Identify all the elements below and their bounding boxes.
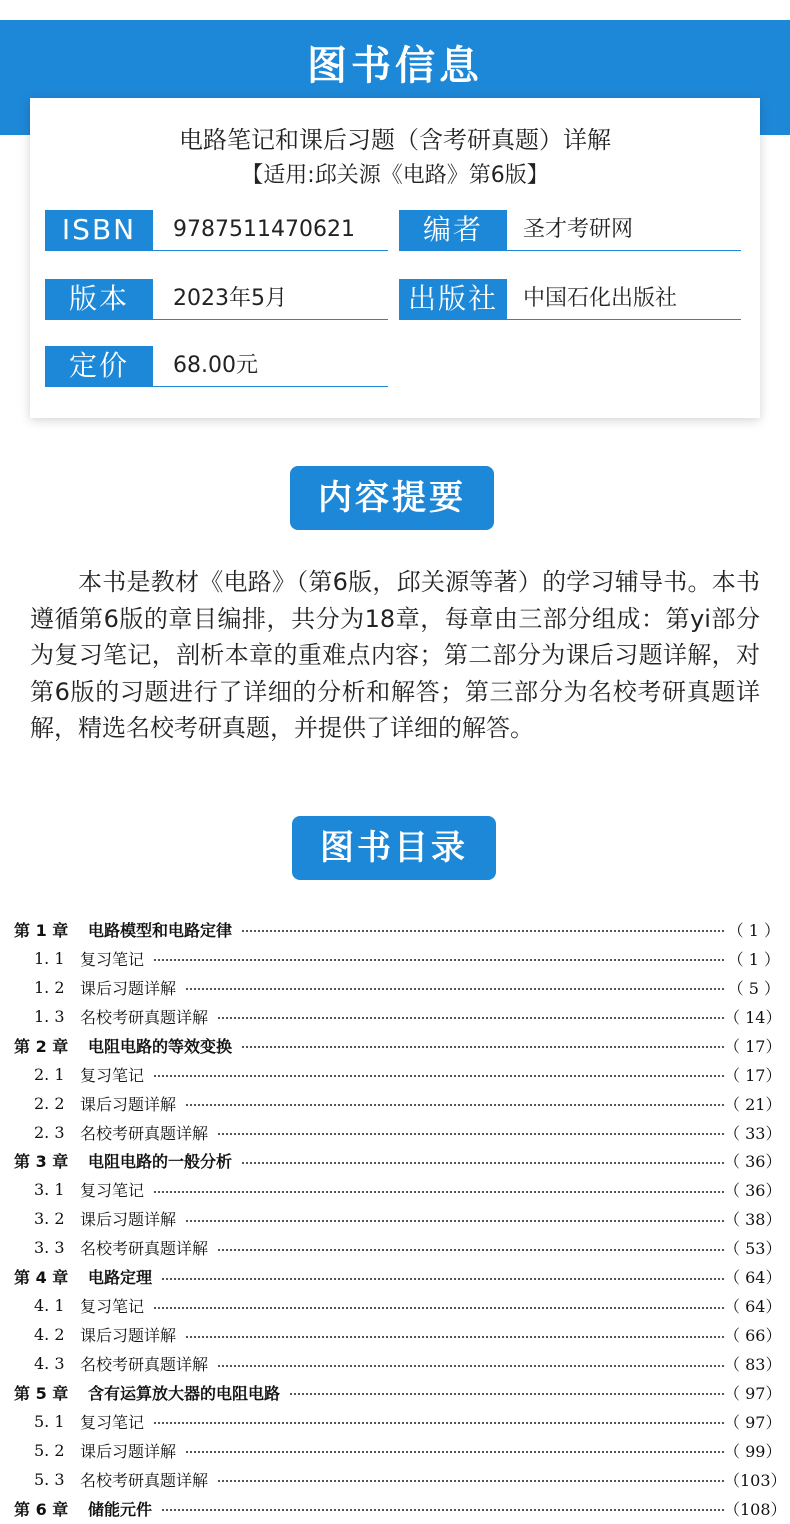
toc-entry-page: （ 97） — [724, 1383, 782, 1403]
toc-section-row — [14, 1320, 780, 1349]
toc-entry-number: 4. 2 — [34, 1325, 65, 1345]
toc-entry-page: （ 36） — [724, 1181, 782, 1201]
edition-field — [45, 279, 388, 320]
toc-entry-title: 课后习题详解 — [80, 1094, 177, 1114]
toc-leader-dots — [186, 1220, 724, 1222]
toc-entry-title: 名校考研真题详解 — [80, 1007, 209, 1027]
isbn-value: 9787511470621 — [173, 217, 355, 242]
price-label: 定价 — [45, 346, 153, 386]
toc-leader-dots — [154, 959, 724, 961]
toc-entry-page: （ 53） — [724, 1239, 782, 1259]
toc-section-row — [14, 1204, 780, 1233]
toc-section-row — [14, 1002, 780, 1031]
toc-entry-number: 2. 2 — [34, 1093, 65, 1113]
toc-entry-number: 5. 1 — [34, 1411, 65, 1431]
toc-entry-number: 1. 3 — [34, 1006, 65, 1026]
toc-entry-number: 第 2 章 — [14, 1036, 69, 1056]
toc-entry-number: 5. 3 — [34, 1469, 65, 1489]
toc-entry-page: （ 21） — [724, 1094, 782, 1114]
toc-entry-title: 课后习题详解 — [80, 978, 177, 998]
publisher-value: 中国石化出版社 — [523, 286, 678, 311]
toc-leader-dots — [218, 1480, 724, 1482]
toc-entry-page: （ 33） — [724, 1123, 782, 1143]
toc-leader-dots — [186, 1336, 724, 1338]
book-info-card — [30, 98, 760, 418]
toc-section-row — [14, 973, 780, 1002]
page-title: 图书信息 — [307, 43, 483, 89]
editor-value: 圣才考研网 — [523, 217, 634, 242]
toc-leader-dots — [154, 1307, 724, 1309]
toc-entry-number: 4. 1 — [34, 1296, 65, 1316]
toc-leader-dots — [154, 1422, 724, 1424]
toc-entry-page: （ 83） — [724, 1355, 782, 1375]
toc-heading: 图书目录 — [292, 816, 496, 880]
toc-entry-title: 名校考研真题详解 — [80, 1470, 209, 1490]
edition-label: 版本 — [45, 279, 153, 319]
toc-entry-title: 复习笔记 — [80, 1412, 145, 1432]
toc-section-row — [14, 944, 780, 973]
toc-entry-number: 5. 2 — [34, 1440, 65, 1460]
toc-entry-title: 复习笔记 — [80, 1065, 145, 1085]
toc-section-row — [14, 1291, 780, 1320]
toc-leader-dots — [218, 1017, 724, 1019]
toc-entry-page: （ 64） — [724, 1268, 782, 1288]
toc-leader-dots — [218, 1365, 724, 1367]
toc-leader-dots — [186, 1451, 724, 1453]
toc-entry-title: 储能元件 — [88, 1499, 153, 1519]
publisher-label: 出版社 — [399, 279, 507, 319]
toc-chapter-row — [14, 915, 780, 944]
toc-leader-dots — [218, 1249, 724, 1251]
toc-leader-dots — [290, 1393, 724, 1395]
isbn-field — [45, 210, 388, 251]
toc-chapter-row — [14, 1378, 780, 1407]
price-field — [45, 346, 388, 387]
toc-entry-number: 3. 3 — [34, 1238, 65, 1258]
toc-leader-dots — [154, 1075, 724, 1077]
toc-leader-dots — [186, 988, 724, 990]
toc-entry-number: 第 5 章 — [14, 1383, 69, 1403]
toc-entry-title: 课后习题详解 — [80, 1326, 177, 1346]
toc-entry-page: （ 36） — [724, 1152, 782, 1172]
toc-section-row — [14, 1060, 780, 1089]
toc-entry-page: （ 1 ） — [727, 949, 780, 969]
toc-entry-number: 第 6 章 — [14, 1499, 69, 1519]
book-subtitle: 【适用:邱关源《电路》第6版】 — [241, 163, 549, 188]
toc-section-row — [14, 1349, 780, 1378]
toc-section-row — [14, 1407, 780, 1436]
toc-entry-number: 2. 1 — [34, 1064, 65, 1084]
toc-entry-number: 第 3 章 — [14, 1152, 69, 1172]
toc-leader-dots — [242, 930, 724, 932]
toc-entry-page: （ 1 ） — [727, 920, 780, 940]
toc-entry-page: （103） — [724, 1470, 787, 1490]
publisher-field — [399, 279, 741, 320]
toc-entry-page: （ 66） — [724, 1326, 782, 1346]
toc-entry-title: 名校考研真题详解 — [80, 1123, 209, 1143]
toc-entry-page: （108） — [724, 1499, 787, 1519]
toc-entry-number: 1. 2 — [34, 977, 65, 997]
price-value: 68.00元 — [173, 353, 258, 378]
toc-entry-number: 3. 2 — [34, 1209, 65, 1229]
toc-entry-page: （ 97） — [724, 1412, 782, 1432]
toc-entry-number: 第 4 章 — [14, 1268, 69, 1288]
toc-entry-title: 复习笔记 — [80, 949, 145, 969]
toc-entry-page: （ 99） — [724, 1441, 782, 1461]
toc-leader-dots — [154, 1191, 724, 1193]
toc-entry-title: 课后习题详解 — [80, 1441, 177, 1461]
toc-section-row — [14, 1089, 780, 1118]
toc-entry-title: 电阻电路的等效变换 — [88, 1036, 233, 1056]
toc-entry-title: 复习笔记 — [80, 1297, 145, 1317]
toc-section-row — [14, 1175, 780, 1204]
toc-chapter-row — [14, 1494, 787, 1523]
toc-chapter-row — [14, 1262, 780, 1291]
summary-heading: 内容提要 — [290, 466, 494, 530]
book-title: 电路笔记和课后习题（含考研真题）详解 — [179, 126, 611, 154]
toc-entry-title: 含有运算放大器的电阻电路 — [88, 1383, 281, 1403]
toc-leader-dots — [242, 1046, 724, 1048]
toc-chapter-row — [14, 1147, 780, 1176]
summary-text: 本书是教材《电路》（第6版，邱关源等著）的学习辅导书。本书遵循第6版的章目编排，共分为18章，每章由三部分组成：第yi部分为复习笔记，剖析本章的重难点内容；第二部分为课后习题详解，对第6版的习题进行了详细的分析和解答；第三部分为名校考研真题详解，精选名校考研真题，并提供了详细的解答。 — [30, 568, 760, 742]
toc-entry-title: 复习笔记 — [80, 1181, 145, 1201]
toc-leader-dots — [162, 1278, 724, 1280]
toc-leader-dots — [186, 1104, 724, 1106]
toc-leader-dots — [218, 1133, 724, 1135]
toc-entry-title: 电路模型和电路定律 — [88, 920, 233, 940]
toc-section-row — [14, 1118, 780, 1147]
editor-label: 编者 — [399, 210, 507, 250]
toc-entry-number: 第 1 章 — [14, 920, 69, 940]
toc-entry-page: （ 17） — [724, 1036, 782, 1056]
toc-entry-number: 4. 3 — [34, 1354, 65, 1374]
toc-entry-page: （ 17） — [724, 1065, 782, 1085]
edition-value: 2023年5月 — [173, 286, 287, 311]
toc-entry-page: （ 14） — [724, 1007, 782, 1027]
toc-entry-number: 3. 1 — [34, 1180, 65, 1200]
toc-leader-dots — [242, 1162, 724, 1164]
toc-entry-title: 名校考研真题详解 — [80, 1355, 209, 1375]
toc-list — [14, 915, 787, 1523]
toc-chapter-row — [14, 1031, 780, 1060]
editor-field — [399, 210, 741, 251]
toc-entry-page: （ 38） — [724, 1210, 782, 1230]
toc-section-row — [14, 1233, 780, 1262]
toc-leader-dots — [162, 1509, 724, 1511]
toc-entry-title: 名校考研真题详解 — [80, 1239, 209, 1259]
toc-entry-title: 课后习题详解 — [80, 1210, 177, 1230]
isbn-label: ISBN — [45, 210, 153, 250]
toc-section-row — [14, 1465, 787, 1494]
toc-section-row — [14, 1436, 780, 1465]
toc-entry-title: 电阻电路的一般分析 — [88, 1152, 233, 1172]
toc-entry-title: 电路定理 — [88, 1268, 153, 1288]
toc-entry-number: 2. 3 — [34, 1122, 65, 1142]
toc-entry-page: （ 64） — [724, 1297, 782, 1317]
toc-entry-page: （ 5 ） — [727, 978, 780, 998]
toc-entry-number: 1. 1 — [34, 948, 65, 968]
